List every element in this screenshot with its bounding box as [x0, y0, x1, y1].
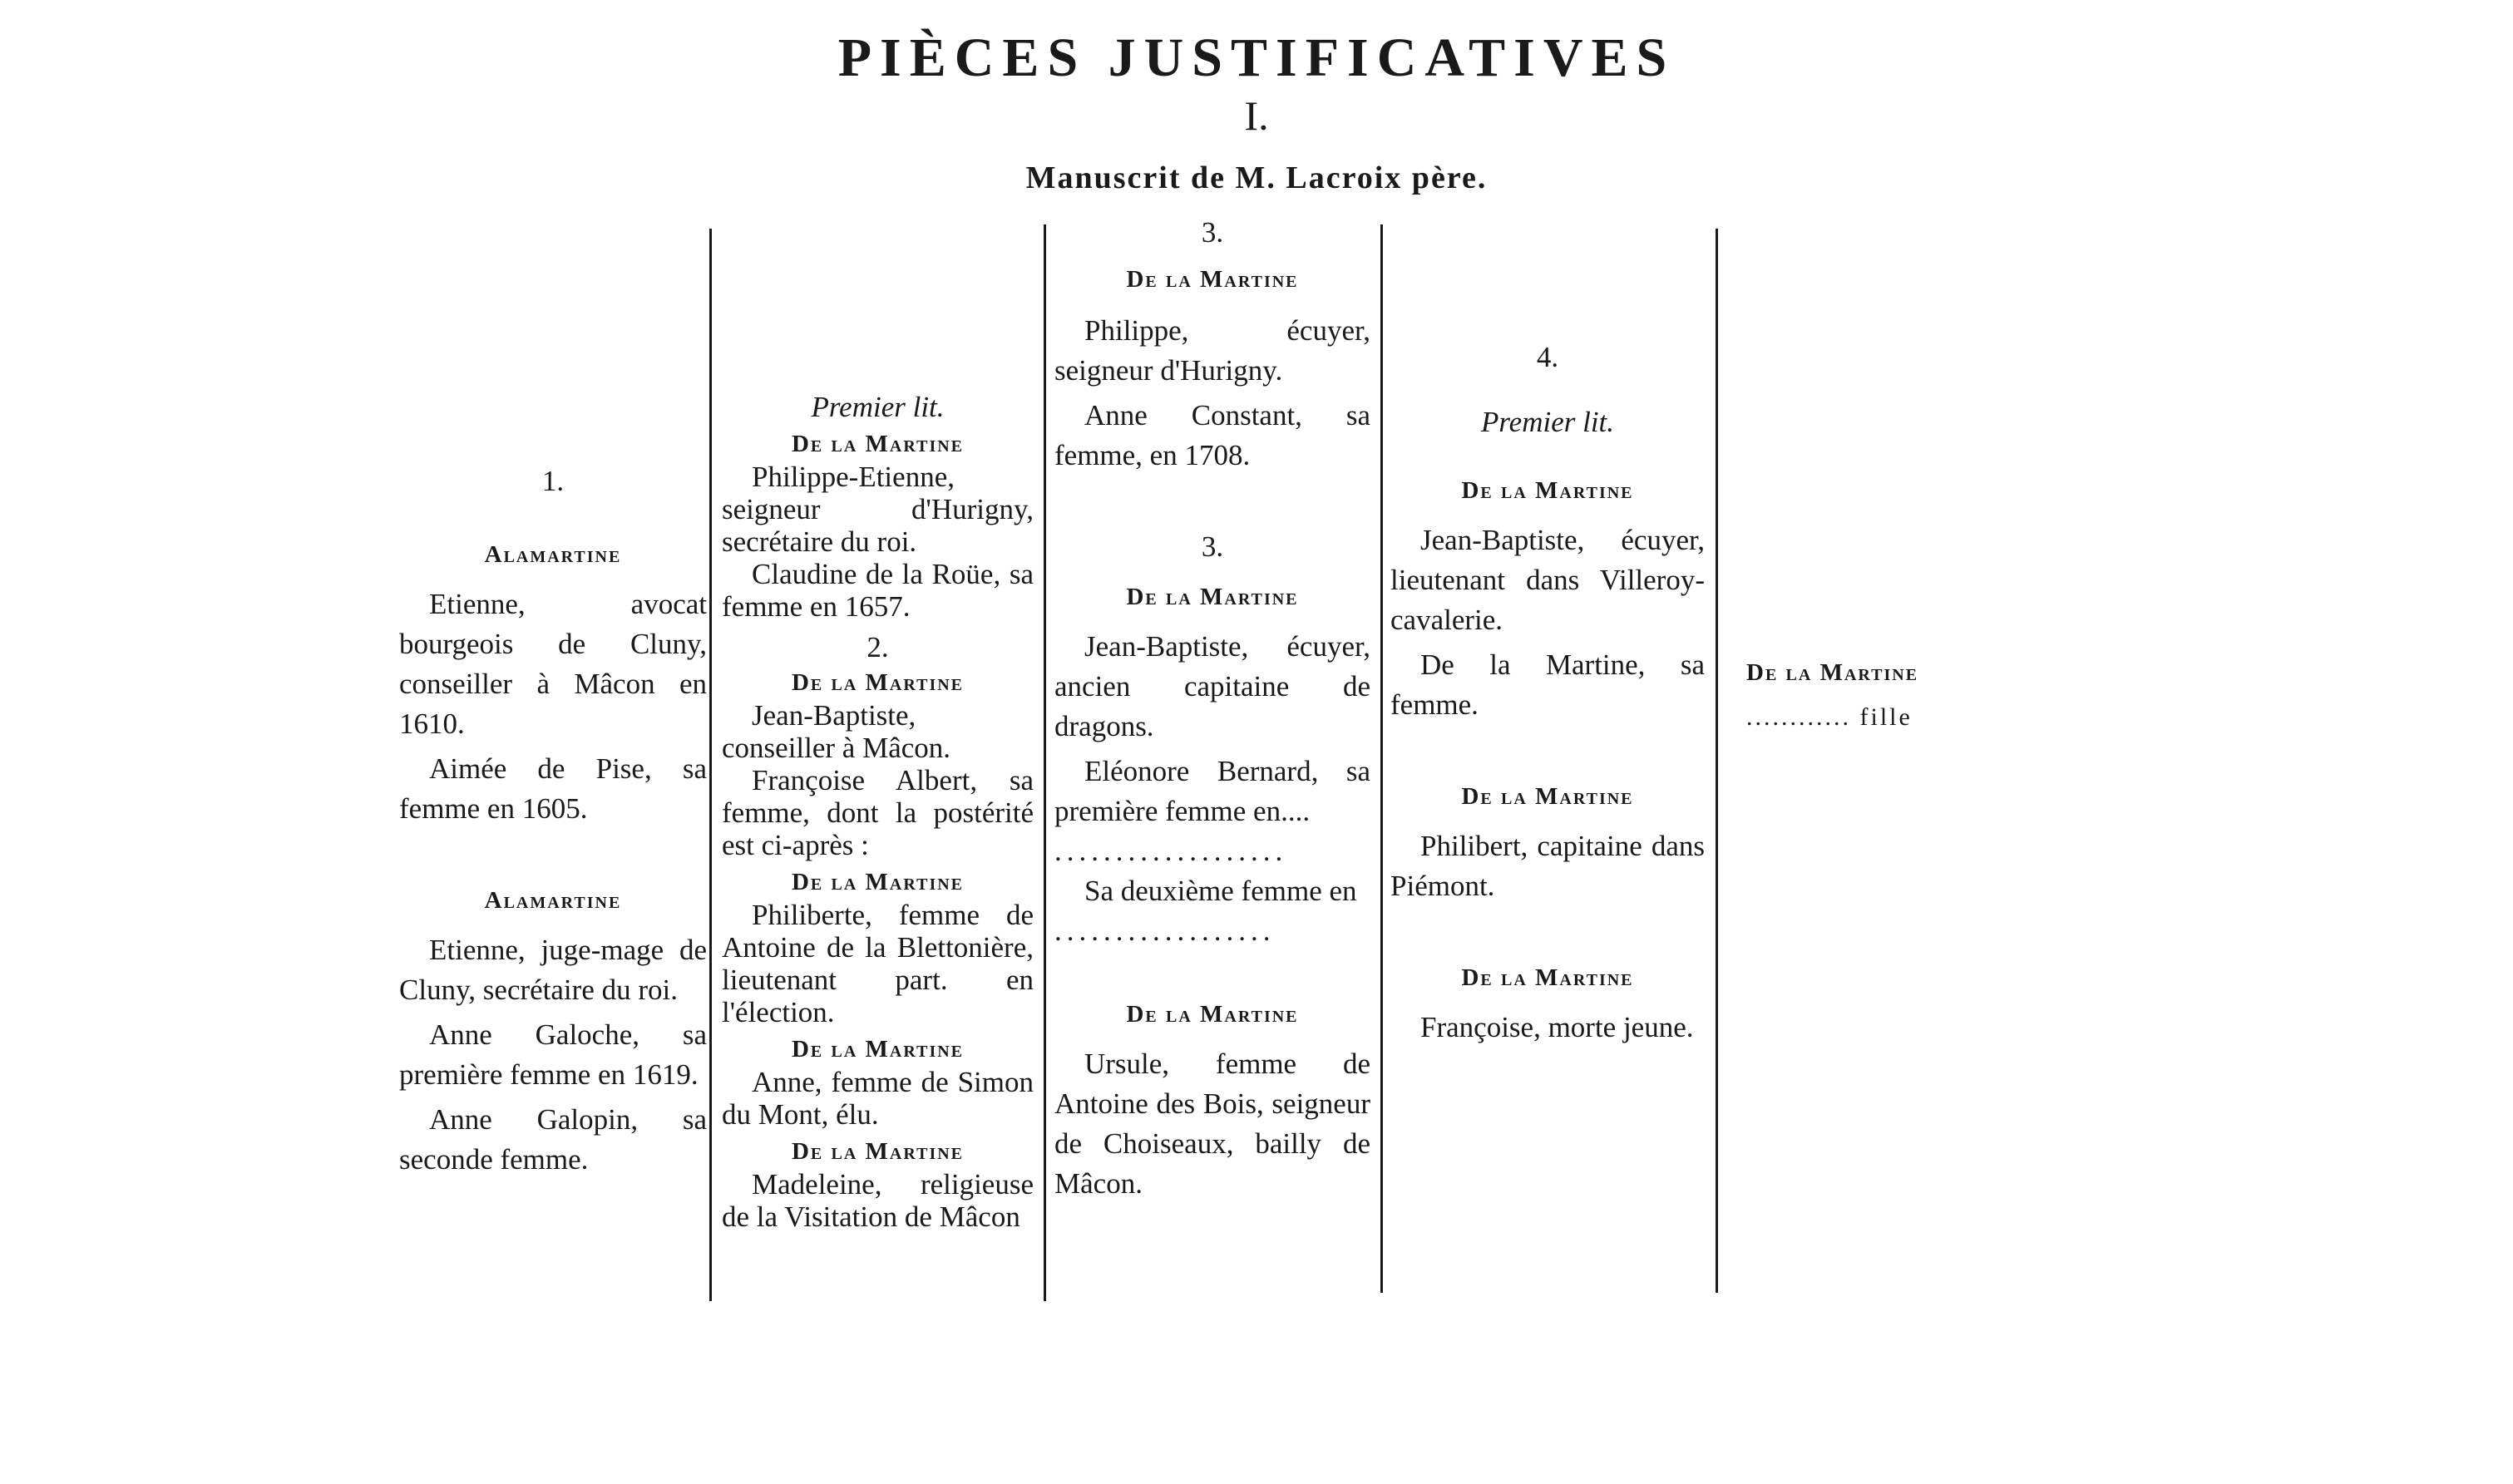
entry-ursule: Ursule, femme de Antoine des Bois, seigneur de Choiseaux, bailly de Mâcon.	[1054, 1048, 1370, 1200]
genealogy-column-5	[1746, 653, 2029, 737]
entry-anne-constant: Anne Constant, sa femme, en 1708.	[1054, 399, 1370, 471]
entry-etienne-avocat: Etienne, avocat bourgeois de Cluny, conseiller à Mâcon en 1610.	[399, 588, 707, 740]
entry-jean-baptiste-dragons: Jean-Baptiste, écuyer, ancien capitaine de dragons.	[1054, 630, 1370, 742]
section-number: I.	[1244, 92, 1269, 139]
family-name-heading: Alamartine	[484, 887, 622, 914]
family-name-heading: De la Martine	[1746, 659, 1919, 686]
entry-philiberte: Philiberte, femme de Antoine de la Blettonière, lieutenant part. en l'élection.	[722, 899, 1034, 1028]
entry-eleonore-bernard: Eléonore Bernard, sa première femme en....	[1054, 755, 1370, 827]
entry-etienne-juge-mage: Etienne, juge-mage de Cluny, secrétaire du roi.	[399, 934, 707, 1006]
page-title: PIÈCES JUSTIFICATIVES	[837, 27, 1676, 88]
genealogy-column-2	[722, 391, 1034, 1233]
family-name-heading: De la Martine	[791, 869, 965, 895]
entry-philippe-ecuyer: Philippe, écuyer, seigneur d'Hurigny.	[1054, 314, 1370, 387]
genealogy-column-3	[1054, 213, 1370, 1204]
family-name-heading: Alamartine	[484, 541, 622, 568]
entry-anne-galopin: Anne Galopin, sa seconde femme.	[399, 1103, 707, 1176]
section-subtitle: Manuscrit de M. Lacroix père.	[1025, 160, 1488, 195]
column-rule	[1716, 229, 1718, 1293]
entry-francoise-albert: Françoise Albert, sa femme, dont la postérité est ci-après :	[722, 764, 1034, 861]
entry-philibert: Philibert, capitaine dans Piémont.	[1390, 830, 1705, 902]
genealogy-column-4	[1390, 338, 1705, 1048]
entry-deuxieme-femme: Sa deuxième femme en	[1084, 875, 1357, 907]
family-name-heading: De la Martine	[1461, 477, 1634, 504]
entry-anne-du-mont: Anne, femme de Simon du Mont, élu.	[722, 1066, 1034, 1131]
entry-anne-galoche: Anne Galoche, sa première femme en 1619.	[399, 1018, 707, 1091]
generation-number: 2.	[866, 631, 889, 663]
entry-madeleine: Madeleine, religieuse de la Visitation de Mâcon	[722, 1168, 1034, 1233]
family-name-heading: De la Martine	[1126, 1001, 1299, 1028]
family-name-heading: De la Martine	[791, 431, 965, 457]
generation-number: 3.	[1201, 216, 1224, 249]
entry-jean-baptiste-villeroy: Jean-Baptiste, écuyer, lieutenant dans Villeroy-cavalerie.	[1390, 524, 1705, 636]
marriage-label: Premier lit.	[1480, 406, 1615, 438]
genealogy-column-1	[399, 461, 707, 1180]
family-name-heading: De la Martine	[791, 1036, 965, 1062]
family-name-heading: De la Martine	[791, 1138, 965, 1165]
family-name-heading: De la Martine	[1126, 266, 1299, 293]
column-rule	[1380, 224, 1383, 1293]
entry-philippe-etienne: Philippe-Etienne, seigneur d'Hurigny, secrétaire du roi.	[722, 461, 1034, 558]
entry-de-la-martine-femme: De la Martine, sa femme.	[1390, 648, 1705, 721]
column-rule	[1044, 224, 1046, 1301]
entry-claudine-de-la-roue: Claudine de la Roüe, sa femme en 1657.	[722, 558, 1034, 623]
family-name-heading: De la Martine	[791, 669, 965, 696]
entry-francoise: Françoise, morte jeune.	[1420, 1011, 1694, 1043]
entry-aimee-de-pise: Aimée de Pise, sa femme en 1605.	[399, 752, 707, 825]
generation-number: 3.	[1201, 530, 1224, 563]
entry-fille: ............ fille	[1746, 703, 1913, 731]
dotted-leader: ...................	[1054, 835, 1288, 867]
dotted-leader: ..................	[1054, 915, 1276, 947]
entry-jean-baptiste-conseiller: Jean-Baptiste, conseiller à Mâcon.	[722, 699, 951, 764]
generation-number: 1.	[541, 465, 565, 497]
marriage-label: Premier lit.	[811, 391, 945, 423]
generation-number: 4.	[1536, 341, 1559, 373]
family-name-heading: De la Martine	[1126, 584, 1299, 610]
family-name-heading: De la Martine	[1461, 783, 1634, 810]
family-name-heading: De la Martine	[1461, 964, 1634, 991]
column-rule	[709, 229, 712, 1301]
